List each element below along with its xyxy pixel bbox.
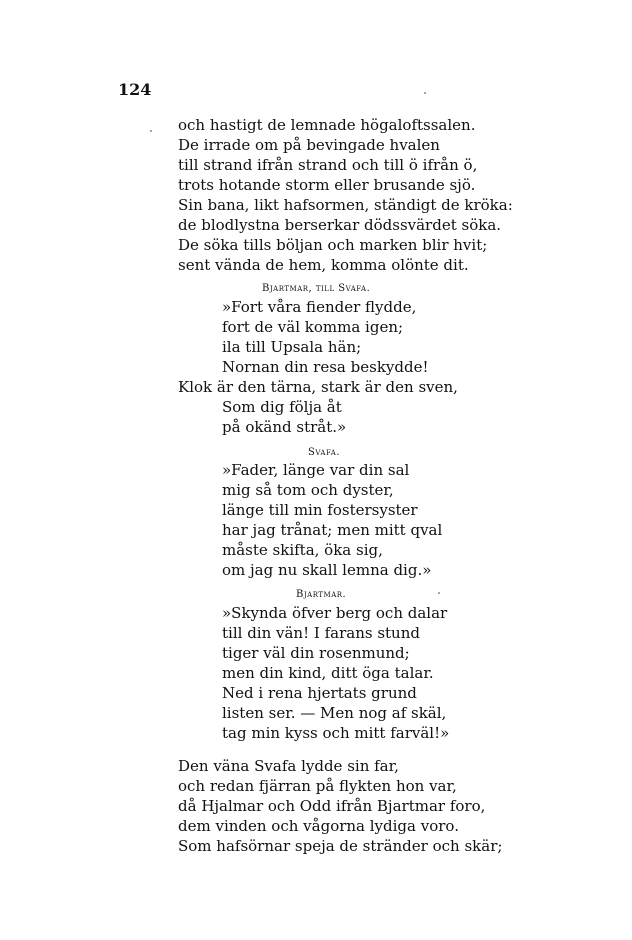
- verse-line: har jag trånat; men mitt qval: [222, 521, 443, 539]
- verse-line: då Hjalmar och Odd ifrån Bjartmar foro,: [178, 797, 486, 815]
- print-speck: [438, 592, 440, 594]
- verse-line: Nornan din resa beskydde!: [222, 358, 429, 376]
- verse-line: »Fader, länge var din sal: [222, 461, 410, 479]
- verse-line: De irrade om på bevingade hvalen: [178, 136, 440, 154]
- verse-line: De söka tills böljan och marken blir hvit;: [178, 236, 488, 254]
- speaker-heading: Svafa.: [308, 447, 340, 458]
- verse-line: men din kind, ditt öga talar.: [222, 664, 434, 682]
- print-speck: [150, 130, 152, 132]
- verse-line: Som hafsörnar speja de stränder och skär;: [178, 837, 503, 855]
- verse-line: till strand ifrån strand och till ö ifrån ö,: [178, 156, 478, 174]
- verse-line: listen ser. — Men nog af skäl,: [222, 704, 447, 722]
- speaker-heading: Bjartmar.: [296, 589, 347, 600]
- verse-line: mig så tom och dyster,: [222, 481, 394, 499]
- verse-line: och redan fjärran på flykten hon var,: [178, 777, 457, 795]
- verse-line: »Fort våra fiender flydde,: [222, 298, 417, 316]
- verse-line: på okänd stråt.»: [222, 418, 347, 436]
- verse-line: de blodlystna berserkar dödssvärdet söka.: [178, 216, 502, 234]
- verse-line: Klok är den tärna, stark är den sven,: [178, 378, 458, 396]
- verse-line: »Skynda öfver berg och dalar: [222, 604, 448, 622]
- verse-line: länge till min fostersyster: [222, 501, 418, 519]
- verse-line: trots hotande storm eller brusande sjö.: [178, 176, 476, 194]
- print-speck: [424, 92, 426, 94]
- verse-line: Som dig följa åt: [222, 398, 342, 416]
- verse-line: Ned i rena hjertats grund: [222, 684, 417, 702]
- verse-line: tag min kyss och mitt farväl!»: [222, 724, 450, 742]
- verse-line: och hastigt de lemnade högaloftssalen.: [178, 116, 476, 134]
- verse-line: Den väna Svafa lydde sin far,: [178, 757, 399, 775]
- verse-line: dem vinden och vågorna lydiga voro.: [178, 817, 459, 835]
- verse-line: fort de väl komma igen;: [222, 318, 404, 336]
- verse-line: sent vända de hem, komma olönte dit.: [178, 256, 469, 274]
- verse-line: Sin bana, likt hafsormen, ständigt de kröka:: [178, 196, 513, 214]
- speaker-heading: Bjartmar, till Svafa.: [262, 283, 371, 294]
- verse-line: om jag nu skall lemna dig.»: [222, 561, 432, 579]
- verse-line: ila till Upsala hän;: [222, 338, 362, 356]
- verse-line: till din vän! I farans stund: [222, 624, 420, 642]
- verse-line: måste skifta, öka sig,: [222, 541, 383, 559]
- page-number: 124: [118, 80, 152, 99]
- verse-line: tiger väl din rosenmund;: [222, 644, 410, 662]
